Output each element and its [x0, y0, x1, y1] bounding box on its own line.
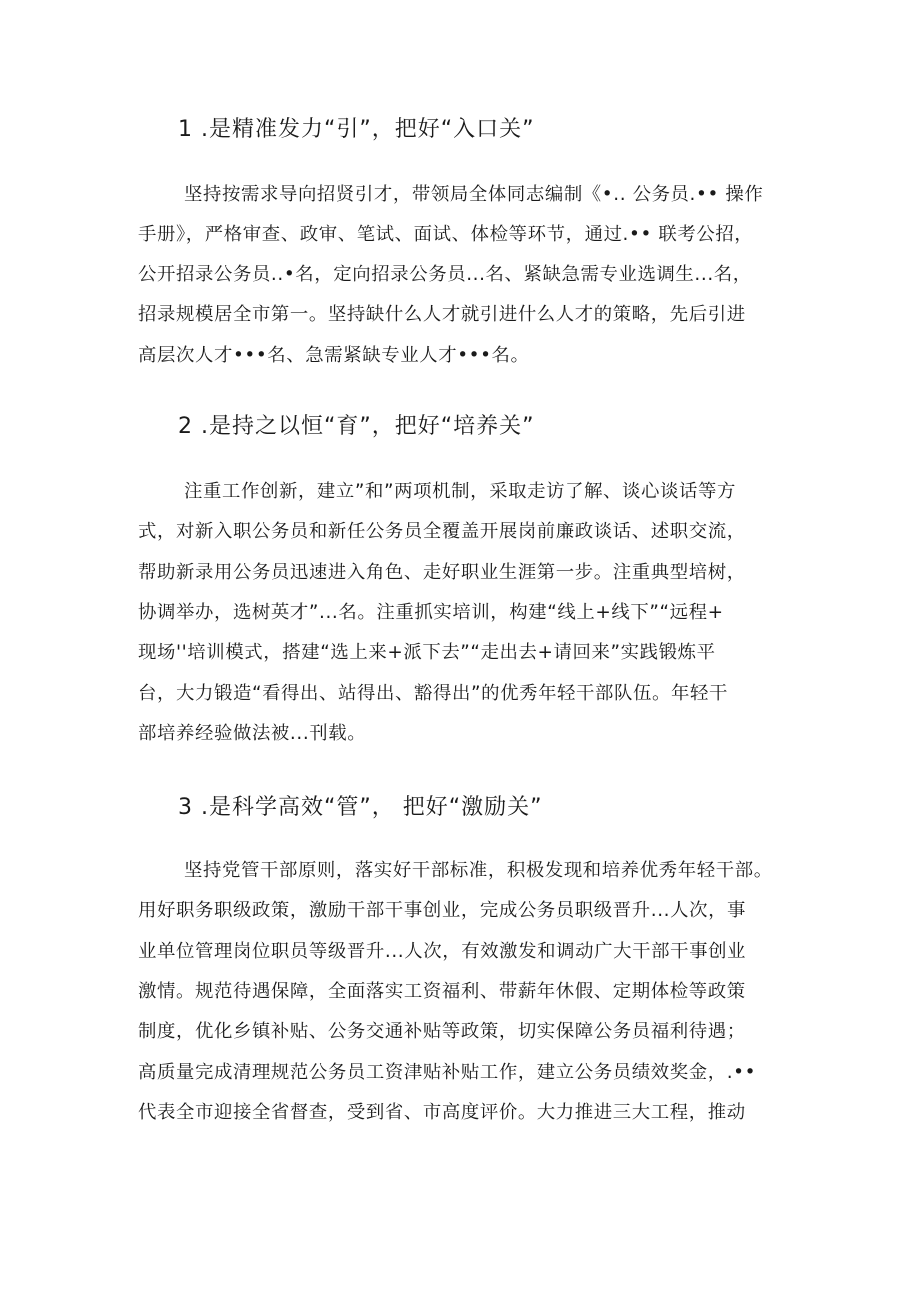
section-1-line-1: 坚持按需求导向招贤引才，带领局全体同志编制《•.. 公务员.•• 操作	[184, 184, 764, 205]
section-2-line-7: 部培养经验做法被...刊载。	[138, 723, 367, 744]
section-2-line-1: 注重工作创新，建立”和”两项机制，采取走访了解、谈心谈话等方	[184, 481, 736, 502]
section-1-line-5: 高层次人才•••名、急需紧缺专业人才•••名。	[138, 345, 530, 366]
section-1-line-2: 手册》，严格审查、政审、笔试、面试、体检等环节，通过.•• 联考公招，	[138, 224, 754, 245]
section-3-line-3: 业单位管理岗位职员等级晋升...人次，有效激发和调动广大干部干事创业	[138, 941, 747, 962]
section-3-line-6: 高质量完成清理规范公务员工资津贴补贴工作，建立公务员绩效奖金，.••	[138, 1062, 757, 1083]
section-2-heading: 2 .是持之以恒“育”，把好“培养关”	[178, 414, 535, 439]
section-3-line-7: 代表全市迎接全省督查，受到省、市高度评价。大力推进三大工程，推动	[138, 1102, 746, 1123]
section-2-line-5: 现场''培训模式，搭建“选上来+派下去”“走出去+请回来”实践锻炼平	[138, 642, 716, 663]
section-3-line-2: 用好职务职级政策，激励干部干事创业，完成公务员职级晋升...人次，事	[138, 900, 747, 921]
section-2-line-2: 式，对新入职公务员和新任公务员全覆盖开展岗前廉政谈话、述职交流，	[138, 521, 746, 542]
section-2-line-6: 台，大力锻造“看得出、站得出、豁得出”的优秀年轻干部队伍。年轻干	[138, 683, 728, 704]
section-1-line-4: 招录规模居全市第一。坚持缺什么人才就引进什么人才的策略，先后引进	[138, 304, 746, 325]
section-3-line-4: 激情。规范待遇保障，全面落实工资福利、带薪年休假、定期体检等政策	[138, 981, 746, 1002]
section-3-line-1: 坚持党管干部原则，落实好干部标准，积极发现和培养优秀年轻干部。	[184, 860, 773, 881]
section-2-line-4: 协调举办，选树英才”...名。注重抓实培训，构建“线上+线下”“远程+	[138, 602, 724, 623]
section-3-line-5: 制度，优化乡镇补贴、公务交通补贴等政策，切实保障公务员福利待遇；	[138, 1021, 746, 1042]
section-3-heading: 3 .是科学高效“管”， 把好“激励关”	[178, 795, 543, 820]
section-1-line-3: 公开招录公务员..•名，定向招录公务员...名、紧缺急需专业选调生...名，	[138, 264, 752, 285]
section-1-heading: 1 .是精准发力“引”，把好“入口关”	[178, 117, 535, 142]
section-2-line-3: 帮助新录用公务员迅速进入角色、走好职业生涯第一步。注重典型培树，	[138, 562, 746, 583]
